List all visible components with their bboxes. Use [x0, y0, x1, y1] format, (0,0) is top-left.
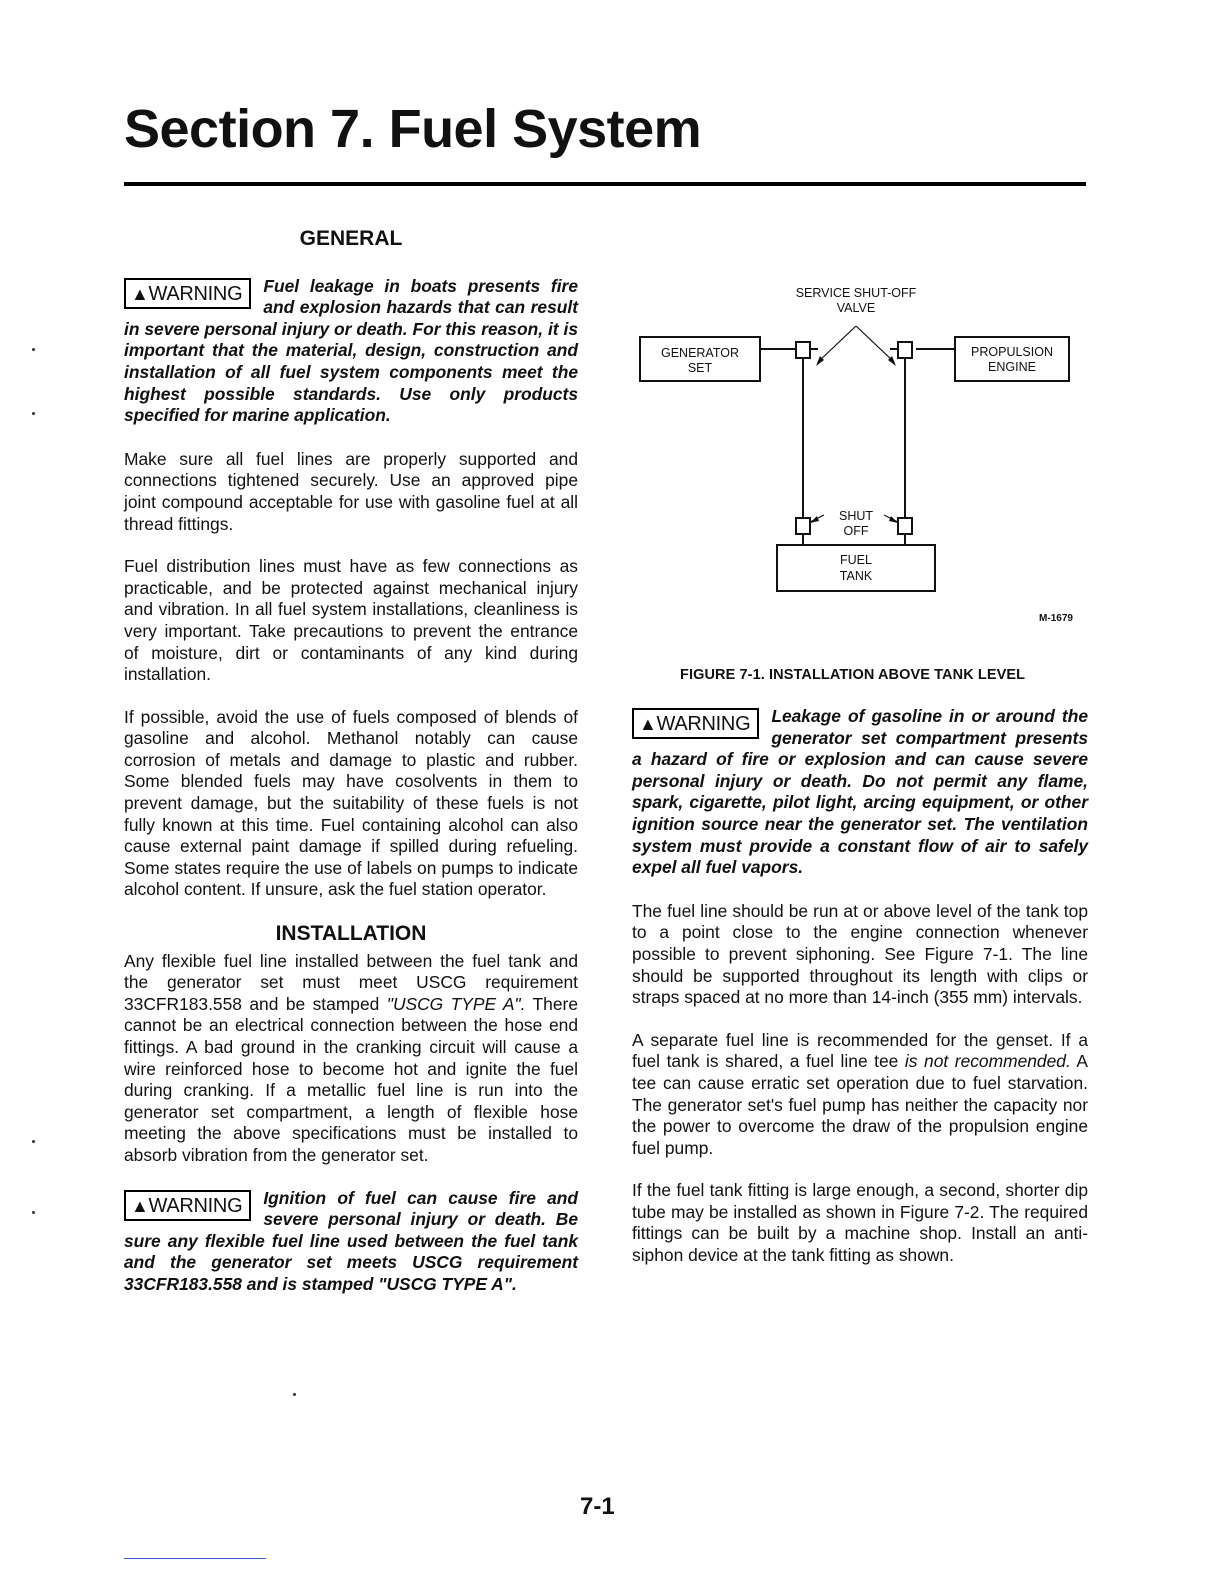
scan-dot	[32, 348, 35, 351]
compartment-warning	[632, 706, 1088, 879]
left-column	[124, 228, 578, 1296]
fuel-tank-label: TANK	[839, 569, 873, 583]
paragraph: Make sure all fuel lines are properly supported and connections tightened securely. Use an approved pipe joint compound acceptable for use with gasoline fuel at all thread fittings.	[124, 448, 578, 534]
scan-dot	[32, 1140, 35, 1143]
paragraph-italic: is not recommended.	[904, 1051, 1071, 1072]
right-column	[632, 706, 1088, 1267]
warning-triangle-icon: ▲	[131, 283, 149, 304]
warning-text: Leakage of gasoline in or around the generator set compartment presents a hazard of fire or explosion and can cause severe personal injury or death. Do not permit any flame, spark, cigarette, pilot light, arcing equipment, or other ignition source near the generator set. The ventilation system must provide a constant flow of air to safely expel all fuel vapors.	[632, 706, 1088, 878]
warning-box	[632, 708, 759, 739]
propulsion-label: PROPULSION	[971, 345, 1053, 359]
warning-label: WARNING	[656, 713, 751, 735]
warning-text: Ignition of fuel can cause fire and severe personal injury or death. Be sure any flexible fuel line used between the fuel tank and the generator set meets USCG requirement 33CFR183.558 and is stamped "USCG TYPE A".	[124, 1187, 578, 1294]
paragraph-italic: "USCG TYPE A".	[386, 993, 526, 1014]
service-valve-label: VALVE	[836, 301, 876, 315]
page-title: Section 7. Fuel System	[124, 99, 702, 159]
service-valve-left	[796, 342, 810, 358]
propulsion-engine-box	[955, 337, 1069, 381]
footer-line	[124, 1558, 266, 1559]
warning-label: WARNING	[148, 282, 243, 305]
figure-caption: FIGURE 7-1. INSTALLATION ABOVE TANK LEVEL	[680, 667, 1026, 683]
generator-label: GENERATOR	[660, 346, 740, 360]
installation-warning	[124, 1188, 578, 1296]
figure-code: M-1679	[1039, 613, 1073, 624]
generator-label: SET	[687, 361, 713, 375]
paragraph-text: Any flexible fuel line installed between the fuel tank and the generator set must meet USCG requirement 33CFR183.558 and be stamped	[124, 950, 578, 1014]
paragraph-text: A tee can cause erratic set operation due to fuel starvation. The generator set's fuel pump has neither the capacity nor the power to overcome the draw of the propulsion engine fuel pump.	[632, 1051, 1088, 1158]
page-number: 7-1	[580, 1493, 615, 1520]
title-rule	[124, 182, 1086, 186]
warning-box	[124, 278, 251, 309]
service-valve-right	[898, 342, 912, 358]
paragraph	[124, 951, 578, 1167]
paragraph-text: A separate fuel line is recommended for the genset. If a fuel tank is shared, a fuel line tee	[632, 1029, 1088, 1072]
fuel-tank-label: FUEL	[840, 553, 872, 567]
paragraph	[632, 1030, 1088, 1160]
warning-triangle-icon: ▲	[131, 1195, 149, 1216]
shut-off-label: SHUT	[838, 509, 874, 523]
shutoff-valve-left	[796, 518, 810, 534]
fuel-tank-box	[777, 545, 935, 591]
shut-off-label: OFF	[843, 524, 869, 538]
scan-dot	[32, 1211, 35, 1214]
paragraph: The fuel line should be run at or above level of the tank top to a point close to the engine connection whenever possible to prevent siphoning. See Figure 7-1. The line should be supported throughout its length with clips or straps spaced at no more than 14-inch (355 mm) intervals.	[632, 900, 1088, 1008]
warning-box	[124, 1190, 251, 1221]
general-warning	[124, 276, 578, 427]
paragraph: If the fuel tank fitting is large enough, a second, shorter dip tube may be installed as shown in Figure 7-2. The required fittings can be built by a machine shop. Install an anti-siphon device at the tank fitting as shown.	[632, 1180, 1088, 1266]
service-valve-label: SERVICE SHUT-OFF	[795, 286, 917, 300]
paragraph: Fuel distribution lines must have as few connections as practicable, and be protected against mechanical injury and vibration. In all fuel system installations, cleanliness is very important. Take precautions to prevent the entrance of moisture, dirt or contaminants of any kind during installation.	[124, 556, 578, 685]
fuel-system-figure	[630, 280, 1090, 630]
scan-dot	[32, 412, 35, 415]
warning-triangle-icon: ▲	[639, 714, 657, 734]
paragraph: If possible, avoid the use of fuels composed of blends of gasoline and alcohol. Methanol notably can cause corrosion of metals and damage to plastic and rubber. Some blended fuels may have cosolvents in them to prevent damage, but the suitability of these fuels is not fully known at this time. Fuel containing alcohol can also cause external paint damage if spilled during refueling. Some states require the use of labels on pumps to indicate alcohol content. If unsure, ask the fuel station operator.	[124, 706, 578, 900]
propulsion-label: ENGINE	[988, 360, 1036, 374]
general-heading: GENERAL	[299, 227, 403, 250]
installation-heading: INSTALLATION	[275, 922, 427, 946]
paragraph-text: There cannot be an electrical connection between the hose end fittings. A bad ground in the cranking circuit will cause a wire reinforced hose to become hot and ignite the fuel during cranking. If a metallic fuel line is run into the generator set compartment, a length of flexible hose meeting the above specifications must be installed to absorb vibration from the generator set.	[124, 993, 578, 1165]
shutoff-valve-right	[898, 518, 912, 534]
scan-dot	[293, 1393, 296, 1396]
warning-text: Fuel leakage in boats presents fire and explosion hazards that can result in severe personal injury or death. For this reason, it is important that the material, design, construction and installation of all fuel system components meet the highest possible standards. Use only products specified for marine application.	[124, 275, 578, 426]
warning-label: WARNING	[148, 1194, 243, 1217]
